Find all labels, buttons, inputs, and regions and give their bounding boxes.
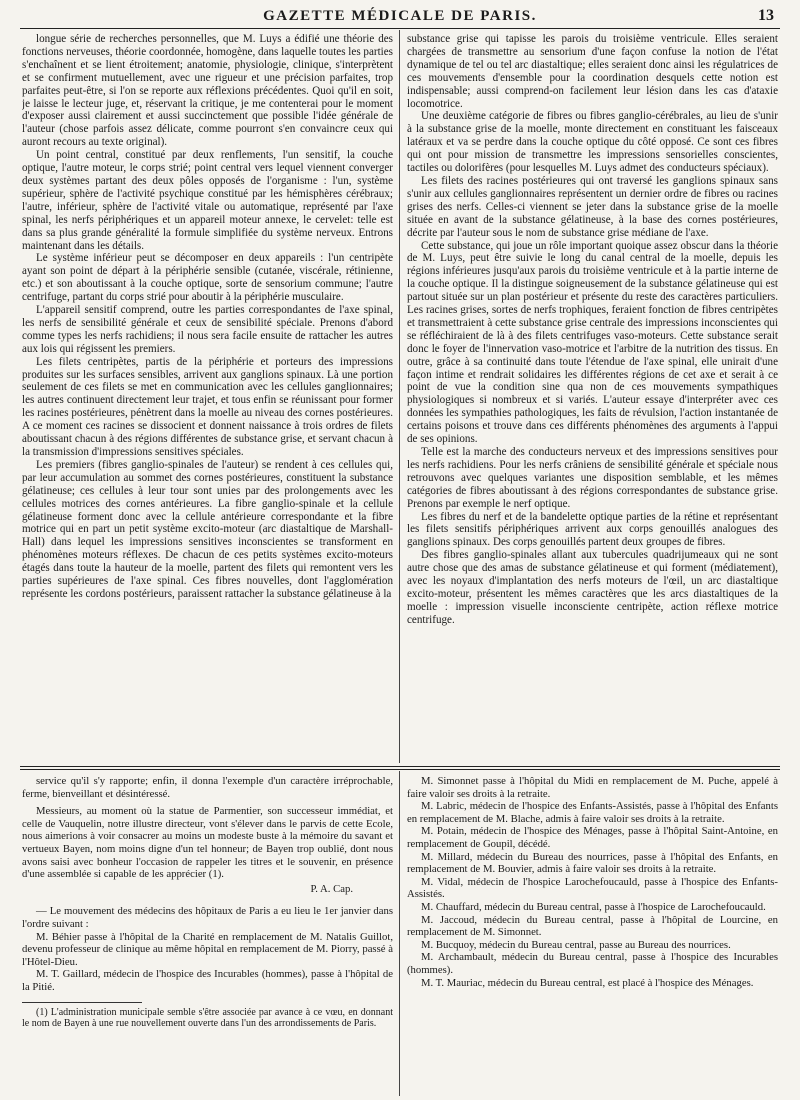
page-number: 13: [758, 7, 774, 24]
column-right-bottom: [407, 775, 778, 1095]
column-divider: [399, 30, 400, 763]
signature: P. A. Cap.: [310, 882, 353, 895]
paragraph: Cette substance, qui joue un rôle important quoique assez obscur dans la théorie de M. Luys, peut être suivie le long du canal central de la moelle, depuis les régions inférieures jusqu'aux parois du troisième ventricule et à la partie interne de la couche optique. Il la distingue soigneusement de la substance gélatineuse qui est partout située sur un plan postérieur et présente du reste des caractères particuliers. Les racines grises, sortes de nerfs trophiques, feraient fonction de fibres centripètes et transmettraient à cette substance grise centrale des impressions inconscientes qui se réfléchiraient de là à des filets centrifuges vaso-moteurs. Cette substance serait donc le foyer de l'innervation vaso-motrice et l'arbitre de la nutrition des tissus. En outre, grâce à sa continuité dans toute l'étendue de l'axe spinal, elle unirait d'une façon intime et rendrait solidaires les différentes régions de cet axe et serait à ce point de vue la condition sine qua non de ces mouvements sympathiques physiologiques si nombreux et si variés. L'auteur essaye d'interpréter avec ces données les sympathies pathologiques, les faits de révulsion, l'action instantanée de certains poisons et trouve dans ces différents phénomènes des arguments à l'appui de ses opinions.: [407, 239, 778, 446]
section-rule: [20, 769, 780, 770]
list-item: M. Chauffard, médecin du Bureau central, passe à l'hospice de Larochefoucauld.: [421, 900, 766, 913]
paragraph: service qu'il s'y rapporte; enfin, il donna l'exemple d'un caractère irréprochable, ferme, bienveillant et désintéressé.: [22, 775, 393, 800]
list-item: M. Potain, médecin de l'hospice des Ménages, passe à l'hôpital Saint-Antoine, en remplacement de Goupil, décédé.: [407, 825, 778, 850]
footnote-rule: [22, 1002, 142, 1003]
header-rule: [20, 28, 780, 29]
paragraph: Les premiers (fibres ganglio-spinales de l'auteur) se rendent à ces cellules qui, par leur accumulation au sommet des cornes postérieures, constituent la substance gélatineuse; ces cellules à leur tour sont unies par des prolongements avec les cellules motrices des cornes antérieures. La fibre ganglio-spinale et la cellule gélatineuse forment donc avec la cellule antérieure correspondante et la fibre motrice qui en part un petit système excito-moteur (arc diastaltique de Marshall-Hall) dans lequel les impressions sensitives inconscientes se transforment en phénomènes moteurs réflexes. De chacun de ces petits systèmes excito-moteurs étagés dans toute la hauteur de la moelle, partent des filets qui remontent vers les parties supérieures de l'axe spinal. Ces fibres nouvelles, dont l'agglomération représente les cordons postérieurs, paraissent rattacher la substance gélatineuse à la: [22, 458, 393, 600]
list-item: M. Bucquoy, médecin du Bureau central, passe au Bureau des nourrices.: [421, 938, 731, 951]
paragraph: Une deuxième catégorie de fibres ou fibres ganglio-cérébrales, au lieu de s'unir à la substance grise de la moelle, monte directement en constituant les faisceaux latéraux et va se perdre dans la couche optique du côté opposé. Ce sont ces fibres qui ont pour mission de transmettre les impressions sensorielles conscientes, tactiles ou dolorifères (pour lesquelles M. Luys admet des conducteurs spéciaux).: [407, 110, 778, 175]
paragraph: Les filets centripètes, partis de la périphérie et porteurs des impressions produites sur les surfaces sensibles, arrivent aux ganglions spinaux. Là une portion seulement de ces filets se met en communication avec les cellules ganglionnaires; les autres continuent directement leur trajet, et tous enfin se réunissant pour former les racines postérieures, pénètrent dans la moelle au niveau des cornes postérieures. A ce moment ces racines se dissocient et donnent naissance à trois ordres de filets aboutissant chacun à des régions différentes de substance grise, et servant chacun à la transmission d'impressions sensitives spéciales.: [22, 355, 393, 458]
paragraph: Un point central, constitué par deux renflements, l'un sensitif, la couche optique, l'autre moteur, le corps strié; point central vers lequel viennent converger deux systèmes partant des deux pôles opposés de l'organisme : l'un, système supérieur, sphère de l'activité psychique constitué par les hémisphères cérébraux; l'autre, inférieur, sphère de l'activité vitale ou automatique, représenté par l'axe spinal, les nerfs périphériques et un appareil moteur annexe, le cervelet: telle est dans sa plus grande généralité la formule simplifiée du système nerveux. Entrons maintenant dans les détails.: [22, 149, 393, 252]
list-item: M. Millard, médecin du Bureau des nourrices, passe à l'hôpital des Enfants, en remplacement de M. Bouvier, admis à faire valoir ses droits à la retraite.: [407, 850, 778, 876]
paragraph: substance grise qui tapisse les parois du troisième ventricule. Elles seraient chargées de transmettre au sensorium d'une façon confuse la notion de l'état dynamique de tel ou tel arc diastaltique; elles seraient donc ainsi les régulatrices de ces mouvements d'ensemble pour la coordination desquels cette notion est indispensable; aussi comprend-on facilement leur lésion dans les cas d'ataxie locomotrice.: [407, 33, 778, 110]
column-right-top: [407, 33, 778, 760]
footnote: (1) L'administration municipale semble s'être associée par avance à ce vœu, en donnant le nom de Bayen à une rue nouvellement ouverte dans l'un des arrondissements de Paris.: [22, 1006, 393, 1030]
paragraph: M. T. Gaillard, médecin de l'hospice des Incurables (hommes), passe à l'hôpital de la Pitié.: [22, 968, 393, 993]
list-item: M. T. Mauriac, médecin du Bureau central, est placé à l'hospice des Ménages.: [421, 976, 754, 989]
journal-title: GAZETTE MÉDICALE DE PARIS.: [263, 8, 537, 24]
paragraph: Les fibres du nerf et de la bandelette optique parties de la rétine et représentant les filets sensitifs périphériques arrivent aux corps genouillés analogues des ganglions spinaux. Des corps genouillés partent deux groupes de fibres.: [407, 510, 778, 549]
list-item: M. Simonnet passe à l'hôpital du Midi en remplacement de M. Puche, appelé à faire valoir ses droits à la retraite.: [407, 775, 778, 800]
paragraph: Le système inférieur peut se décomposer en deux appareils : l'un centripète ayant son point de départ à la périphérie sensible (cutanée, viscérale, rétinienne, etc.) et son aboutissant à la couche optique, sorte de sensorium commune; l'autre centrifuge, partant du corps strié pour aboutir à la périphérie musculaire.: [22, 252, 393, 304]
paragraph: — Le mouvement des médecins des hôpitaux de Paris a eu lieu le 1er janvier dans l'ordre suivant :: [22, 905, 393, 930]
paragraph: longue série de recherches personnelles, que M. Luys a édifié une théorie des fonctions nerveuses, théorie coordonnée, homogène, dans laquelle toutes les parties s'enchaînent et se lient étroitement; anatomie, physiologie, clinique, s'interprètent et se confirment mutuellement, avec une rigueur et une précision parfaites, trop parfaites peut-être, si l'on se reporte aux réflexions précédentes. Quoi qu'il en soit, je laisse le lecteur juge, et, réservant la critique, je me contenterai pour le moment d'exposer aussi clairement et aussi succinctement que possible l'idée générale de l'auteur (chose parfois assez délicate, comme pourront s'en convaincre ceux qui auront recours au texte original).: [22, 33, 393, 149]
paragraph: Des fibres ganglio-spinales allant aux tubercules quadrijumeaux qui ne sont autre chose que des amas de substance gélatineuse et qui forment (médiatement), avec les noyaux d'implantation des nerfs moteurs de l'œil, un arc diastaltique excito-moteur, présentent les mêmes caractères que les arcs diastaltiques de la moelle : impression visuelle inconsciente centripète, action réflexe motrice centrifuge.: [407, 549, 778, 626]
column-divider: [399, 771, 400, 1096]
paragraph: Les filets des racines postérieures qui ont traversé les ganglions spinaux sans s'unir aux cellules ganglionnaires représentent un dernier ordre de fibres ou racines grises des nerfs. Celles-ci viennent se jeter dans la substance grise de la moelle située en avant de la substance gélatineuse, à la base des cornes postérieures, décrite par l'auteur sous le nom de substance grise médiane de l'axe.: [407, 174, 778, 239]
paragraph: L'appareil sensitif comprend, outre les parties correspondantes de l'axe spinal, les nerfs de sensibilité générale et ceux de sensibilité spéciale. Prenons d'abord comme types les nerfs rachidiens; il nous sera facile ensuite de rattacher les autres aux lois qui régissent les premiers.: [22, 304, 393, 355]
column-left-top: [22, 33, 393, 760]
list-item: M. Jaccoud, médecin du Bureau central, passe à l'hôpital de Lourcine, en remplacement de M. Simonnet.: [407, 913, 778, 939]
section-rule: [20, 766, 780, 767]
list-item: M. Vidal, médecin de l'hospice Larochefoucauld, passe à l'hospice des Enfants-Assistés.: [407, 875, 778, 901]
column-left-bottom: [22, 775, 393, 1095]
paragraph: Messieurs, au moment où la statue de Parmentier, son successeur immédiat, et celle de Vauquelin, notre illustre directeur, vont s'élever dans le parvis de cette Ecole, nous aimerions à voir consacrer au moins un modeste buste à la mémoire du savant et vertueux Bayen, nom moins digne d'un tel honneur; de Bayen trop oublié, dont nous avons saisi avec bonheur l'occasion de rappeler les titres et le souvenir, en présence d'une assemblée si capable de les apprécier (1).: [22, 805, 393, 881]
paragraph: Telle est la marche des conducteurs nerveux et des impressions sensitives pour les nerfs rachidiens. Pour les nerfs crâniens de sensibilité générale et spéciale nous retrouvons avec quelques variantes une disposition semblable, et les mêmes catégories de fibres aboutissant à des régions correspondantes de substance grise. Prenons par exemple le nerf optique.: [407, 446, 778, 510]
list-item: M. Archambault, médecin du Bureau central, passe à l'hospice des Incurables (hommes).: [407, 951, 778, 976]
page-header: [22, 6, 778, 28]
paragraph: M. Béhier passe à l'hôpital de la Charité en remplacement de M. Natalis Guillot, devenu professeur de clinique au même hôpital en remplacement de M. Piorry, passé à l'Hôtel-Dieu.: [22, 930, 393, 968]
list-item: M. Labric, médecin de l'hospice des Enfants-Assistés, passe à l'hôpital des Enfants en remplacement de M. Blache, admis à faire valoir ses droits à la retraite.: [407, 800, 778, 825]
